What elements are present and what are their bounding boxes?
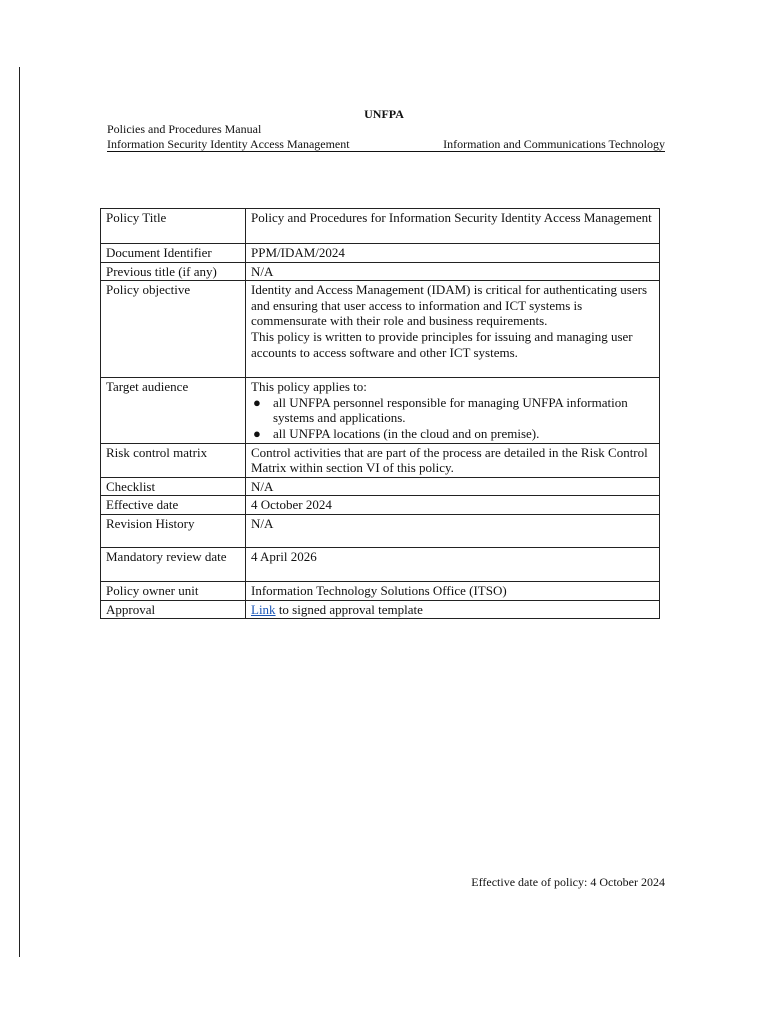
table-row xyxy=(101,477,660,496)
org-title: UNFPA xyxy=(364,107,404,121)
row-label: Effective date xyxy=(101,496,246,515)
list-item xyxy=(251,395,654,426)
table-row xyxy=(101,209,660,244)
table-row xyxy=(101,281,660,378)
row-label: Approval xyxy=(101,600,246,619)
footer-effective-date: Effective date of policy: 4 October 2024 xyxy=(471,875,665,889)
row-value: 4 October 2024 xyxy=(246,496,660,515)
row-value: 4 April 2026 xyxy=(246,547,660,581)
table-row xyxy=(101,244,660,263)
row-value: N/A xyxy=(246,514,660,547)
audience-intro: This policy applies to: xyxy=(251,379,367,395)
table-row xyxy=(101,496,660,515)
bullet-icon: ● xyxy=(253,425,261,441)
row-value: Policy and Procedures for Information Security Identity Access Management xyxy=(246,209,660,244)
row-label: Policy Title xyxy=(101,209,246,244)
approval-link-suffix: to signed approval template xyxy=(275,601,423,617)
row-label: Previous title (if any) xyxy=(101,262,246,281)
row-value xyxy=(246,281,660,378)
page-left-edge-rule xyxy=(19,67,20,957)
row-value: PPM/IDAM/2024 xyxy=(246,244,660,263)
row-value: Information Technology Solutions Office (ITSO) xyxy=(246,581,660,600)
row-label: Policy objective xyxy=(101,281,246,378)
header-left-section: Information Security Identity Access Management xyxy=(107,137,350,151)
header-right-section: Information and Communications Technology xyxy=(443,137,665,151)
table-row xyxy=(101,547,660,581)
audience-list xyxy=(251,395,654,442)
objective-paragraph-2: This policy is written to provide principles for issuing and managing user accounts to access software and other ICT systems. xyxy=(251,328,633,360)
list-item-text: all UNFPA personnel responsible for managing UNFPA information systems and applications. xyxy=(273,394,628,426)
table-row xyxy=(101,581,660,600)
row-value xyxy=(246,600,660,619)
list-item-text: all UNFPA locations (in the cloud and on premise). xyxy=(273,425,540,441)
table-row xyxy=(101,378,660,443)
bullet-icon: ● xyxy=(253,394,261,410)
row-value: N/A xyxy=(246,262,660,281)
row-label: Risk control matrix xyxy=(101,443,246,477)
approval-link[interactable]: Link xyxy=(251,601,276,617)
row-label: Revision History xyxy=(101,514,246,547)
row-label: Checklist xyxy=(101,477,246,496)
running-header xyxy=(107,137,665,152)
row-label: Document Identifier xyxy=(101,244,246,263)
table-row xyxy=(101,443,660,477)
table-row xyxy=(101,514,660,547)
manual-title: Policies and Procedures Manual xyxy=(107,122,262,136)
row-value xyxy=(246,378,660,443)
row-value: Control activities that are part of the process are detailed in the Risk Control Matrix within section VI of this policy. xyxy=(246,443,660,477)
row-value: N/A xyxy=(246,477,660,496)
policy-metadata-table xyxy=(100,208,660,619)
list-item xyxy=(251,426,654,442)
objective-paragraph-1: Identity and Access Management (IDAM) is critical for authenticating users and ensuring that user access to information and ICT systems is commensurate with their role and business requirements. xyxy=(251,282,648,329)
row-label: Target audience xyxy=(101,378,246,443)
row-label: Policy owner unit xyxy=(101,581,246,600)
table-row xyxy=(101,600,660,619)
table-row xyxy=(101,262,660,281)
row-label: Mandatory review date xyxy=(101,547,246,581)
